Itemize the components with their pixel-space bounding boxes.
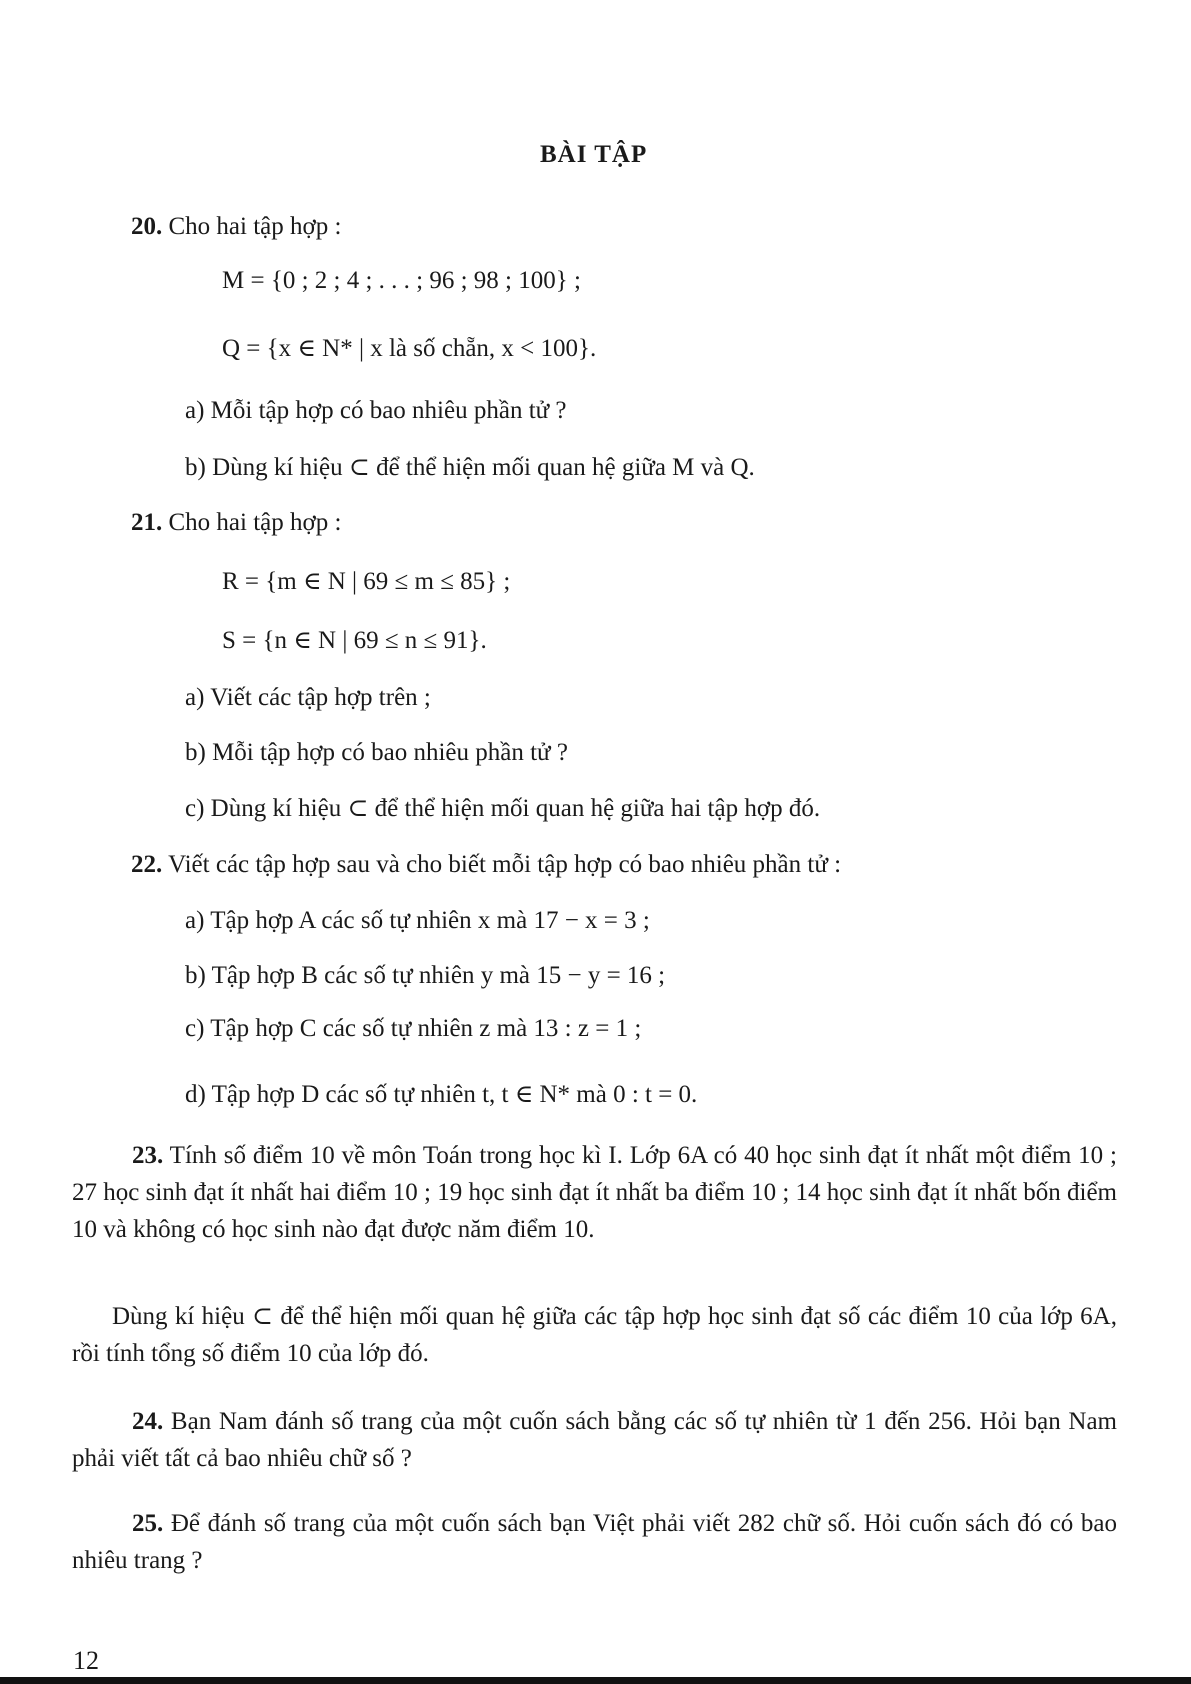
exercise-21-part-b: b) Mỗi tập hợp có bao nhiêu phần tử ? [185, 739, 568, 766]
exercise-25-paragraph [72, 1505, 1117, 1579]
set-q-definition: Q = {x ∈ N* | x là số chẵn, x < 100}. [222, 335, 597, 362]
exercise-21-number: 21. [131, 509, 163, 536]
exercise-22-intro-text: Viết các tập hợp sau và cho biết mỗi tập hợp có bao nhiêu phần tử : [168, 851, 842, 878]
set-r-definition: R = {m ∈ N | 69 ≤ m ≤ 85} ; [222, 568, 511, 595]
page-title: BÀI TẬP [540, 141, 648, 168]
exercise-20-part-a: a) Mỗi tập hợp có bao nhiêu phần tử ? [185, 397, 567, 424]
exercise-24-text: Bạn Nam đánh số trang của một cuốn sách bằng các số tự nhiên từ 1 đến 256. Hỏi bạn Nam phải viết tất cả bao nhiêu chữ số ? [72, 1408, 1117, 1472]
exercise-22-part-d: d) Tập hợp D các số tự nhiên t, t ∈ N* mà 0 : t = 0. [185, 1081, 698, 1108]
bottom-rule [0, 1677, 1191, 1684]
exercise-20-intro-text: Cho hai tập hợp : [168, 213, 342, 240]
exercise-23-paragraph [72, 1137, 1117, 1248]
exercise-21-intro-text: Cho hai tập hợp : [168, 509, 342, 536]
set-s-definition: S = {n ∈ N | 69 ≤ n ≤ 91}. [222, 627, 487, 654]
exercise-22-part-a: a) Tập hợp A các số tự nhiên x mà 17 − x = 3 ; [185, 907, 650, 934]
exercise-24-number: 24. [132, 1408, 164, 1435]
exercise-20-number: 20. [131, 213, 163, 240]
set-m-definition: M = {0 ; 2 ; 4 ; . . . ; 96 ; 98 ; 100} ; [222, 267, 581, 294]
exercise-21-part-c: c) Dùng kí hiệu ⊂ để thể hiện mối quan hệ giữa hai tập hợp đó. [185, 795, 821, 822]
exercise-25-number: 25. [132, 1510, 164, 1537]
exercise-23-number: 23. [132, 1142, 164, 1169]
exercise-24-paragraph [72, 1403, 1117, 1477]
exercise-20-intro [131, 212, 341, 242]
exercise-23-followup: Dùng kí hiệu ⊂ để thể hiện mối quan hệ giữa các tập hợp học sinh đạt số các điểm 10 của lớp 6A, rồi tính tổng số điểm 10 của lớp đó. [72, 1303, 1117, 1367]
exercise-22-part-c: c) Tập hợp C các số tự nhiên z mà 13 : z = 1 ; [185, 1015, 642, 1042]
exercise-21-part-a: a) Viết các tập hợp trên ; [185, 684, 431, 711]
exercise-22-number: 22. [131, 851, 163, 878]
page-number: 12 [73, 1646, 99, 1675]
exercise-23-text: Tính số điểm 10 về môn Toán trong học kì I. Lớp 6A có 40 học sinh đạt ít nhất một điểm 10 ; 27 học sinh đạt ít nhất hai điểm 10 ; 19 học sinh đạt ít nhất ba điểm 10 ; 14 học sinh đạt ít nhất bốn điểm 10 và không có học sinh nào đạt được năm điểm 10. [72, 1142, 1117, 1243]
exercise-25-text: Để đánh số trang của một cuốn sách bạn Việt phải viết 282 chữ số. Hỏi cuốn sách đó có bao nhiêu trang ? [72, 1510, 1117, 1574]
exercise-20-part-b: b) Dùng kí hiệu ⊂ để thể hiện mối quan hệ giữa M và Q. [185, 454, 755, 481]
exercise-22-intro [131, 850, 841, 880]
exercise-22-part-b: b) Tập hợp B các số tự nhiên y mà 15 − y = 16 ; [185, 962, 666, 989]
exercise-21-intro [131, 508, 341, 538]
